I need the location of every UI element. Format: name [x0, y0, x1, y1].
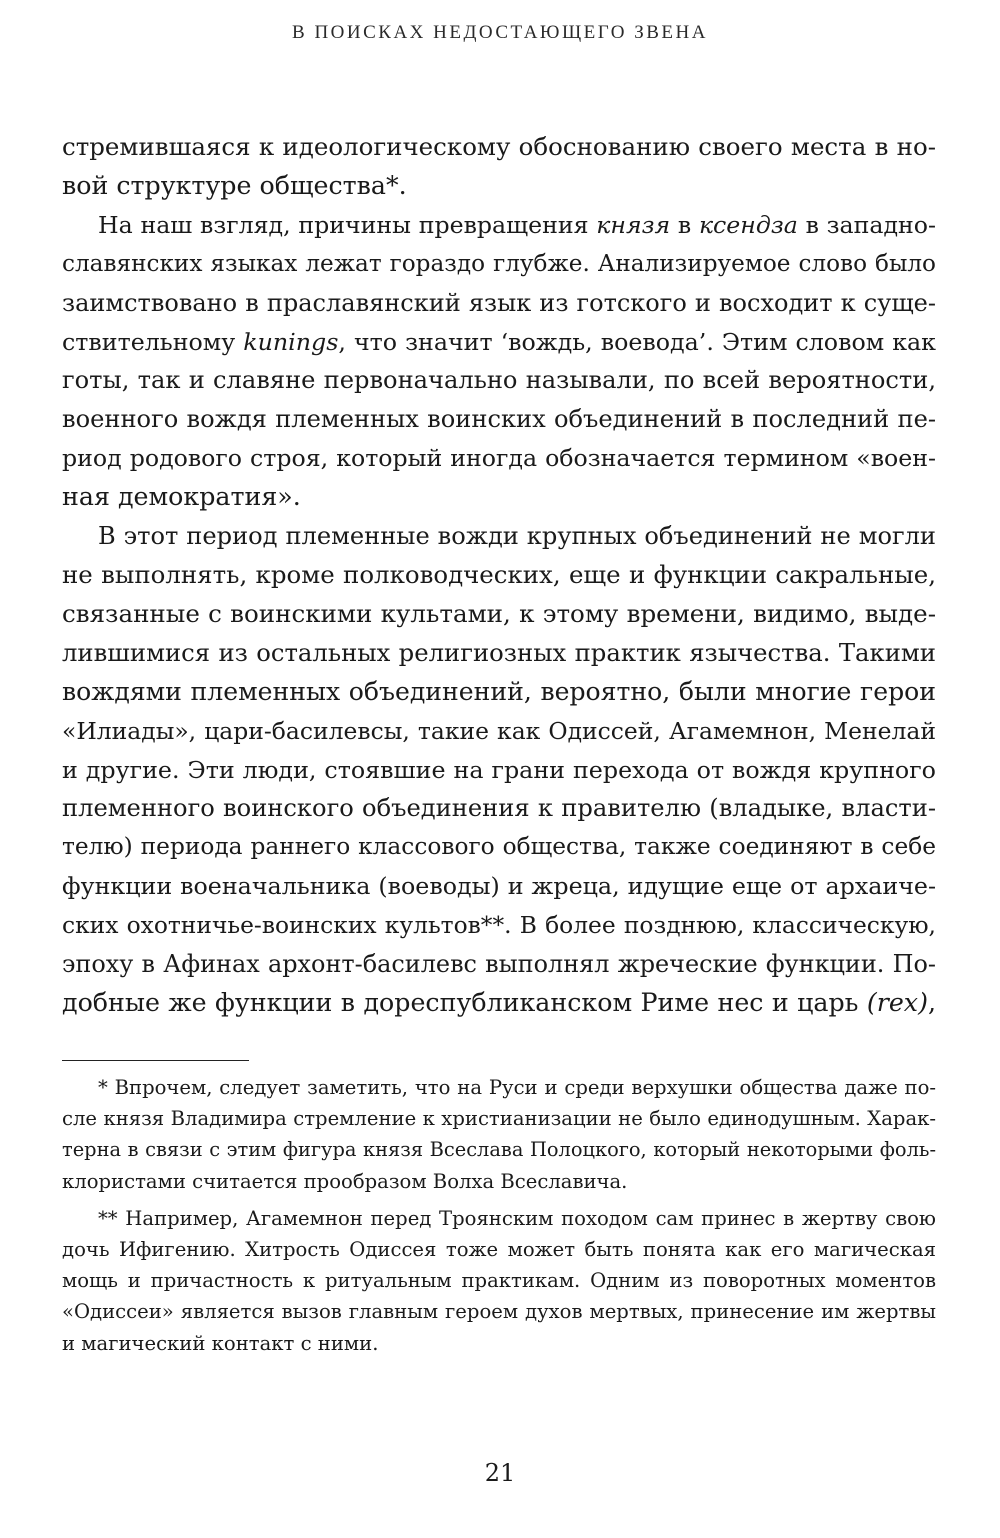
footnote-line: и магический контакт с ними.: [62, 1331, 379, 1355]
paragraph-3: [62, 517, 936, 1023]
text-line: лившимися из остальных религиозных практик язычества. Такими: [62, 637, 936, 667]
footnote-divider: [62, 1060, 249, 1061]
running-header: В ПОИСКАХ НЕДОСТАЮЩЕГО ЗВЕНА: [292, 22, 708, 43]
text-line: добные же функции в дореспубликанском Риме нес и царь (rex),: [62, 987, 936, 1017]
text-line: готы, так и славяне первоначально называли, по всей вероятности,: [62, 366, 936, 395]
text-line: ствительному kunings, что значит ‘вождь, воевода’. Этим словом как: [62, 327, 936, 356]
italic-word: князя: [596, 210, 671, 239]
main-text: [62, 128, 936, 1023]
footnote-line: мощь и причастность к ритуальным практикам. Одним из поворотных моментов: [62, 1269, 936, 1293]
text-line: славянских языках лежат гораздо глубже. Анализируемое слово было: [62, 250, 936, 277]
footnote-line: * Впрочем, следует заметить, что на Руси и среди верхушки общества даже по-: [98, 1076, 936, 1099]
text-line: риод родового строя, который иногда обозначается термином «воен-: [62, 444, 936, 473]
footnote-1: [62, 1072, 936, 1197]
text-line: заимствовано в праславянский язык из готского и восходит к суще-: [62, 288, 936, 317]
text-line: вождями племенных объединений, вероятно, были многие герои: [62, 676, 936, 706]
text-line: В этот период племенные вожди крупных объединений не могли: [98, 522, 936, 551]
italic-word: (rex): [866, 987, 928, 1017]
text-line: вой структуре общества*.: [62, 170, 407, 200]
footnote-line: сле князя Владимира стремление к христианизации не было единодушным. Харак-: [62, 1107, 936, 1131]
footnote-line: клористами считается прообразом Волха Всеславича.: [62, 1169, 628, 1193]
text-line: «Илиады», цари-басилевсы, такие как Одиссей, Агамемнон, Менелай: [62, 716, 936, 745]
text-line: ских охотничье-воинских культов**. В более позднюю, классическую,: [62, 911, 936, 940]
text-line: племенного воинского объединения к правителю (владыке, власти-: [62, 794, 936, 823]
text-line: стремившаяся к идеологическому обоснованию своего места в но-: [62, 132, 936, 161]
italic-word: ксендза: [698, 210, 798, 239]
text-line: и другие. Эти люди, стоявшие на грани перехода от вождя крупного: [62, 755, 936, 784]
paragraph-2: [62, 206, 936, 517]
text-line: связанные с воинскими культами, к этому времени, видимо, выде-: [62, 598, 936, 628]
footnote-2: [62, 1203, 936, 1359]
paragraph-1: [62, 128, 936, 206]
text-line: эпоху в Афинах архонт-басилевс выполнял жреческие функции. По-: [62, 950, 936, 979]
page-number: 21: [484, 1459, 516, 1487]
footnote-line: дочь Ифигению. Хитрость Одиссея тоже может быть понята как его магическая: [62, 1238, 936, 1262]
text-line: военного вождя племенных воинских объединений в последний пе-: [62, 405, 936, 434]
footnote-line: терна в связи с этим фигура князя Всеслава Полоцкого, который некоторыми фоль-: [62, 1138, 936, 1162]
text-line: не выполнять, кроме полководческих, еще и функции сакральные,: [62, 559, 936, 589]
text-line: ная демократия».: [62, 482, 301, 512]
text-line: телю) периода раннего классового общества, также соединяют в себе: [62, 833, 936, 861]
footnote-line: «Одиссеи» является вызов главным героем духов мертвых, принесение им жертвы: [62, 1300, 936, 1324]
footnotes: [62, 1072, 936, 1359]
footnote-line: ** Например, Агамемнон перед Троянским походом сам принес в жертву свою: [98, 1206, 936, 1230]
text-line: функции военачальника (воеводы) и жреца, идущие еще от архаиче-: [62, 872, 936, 901]
italic-word: kunings: [243, 327, 339, 356]
text-line: На наш взгляд, причины превращения князя в ксендза в западно-: [98, 210, 937, 239]
